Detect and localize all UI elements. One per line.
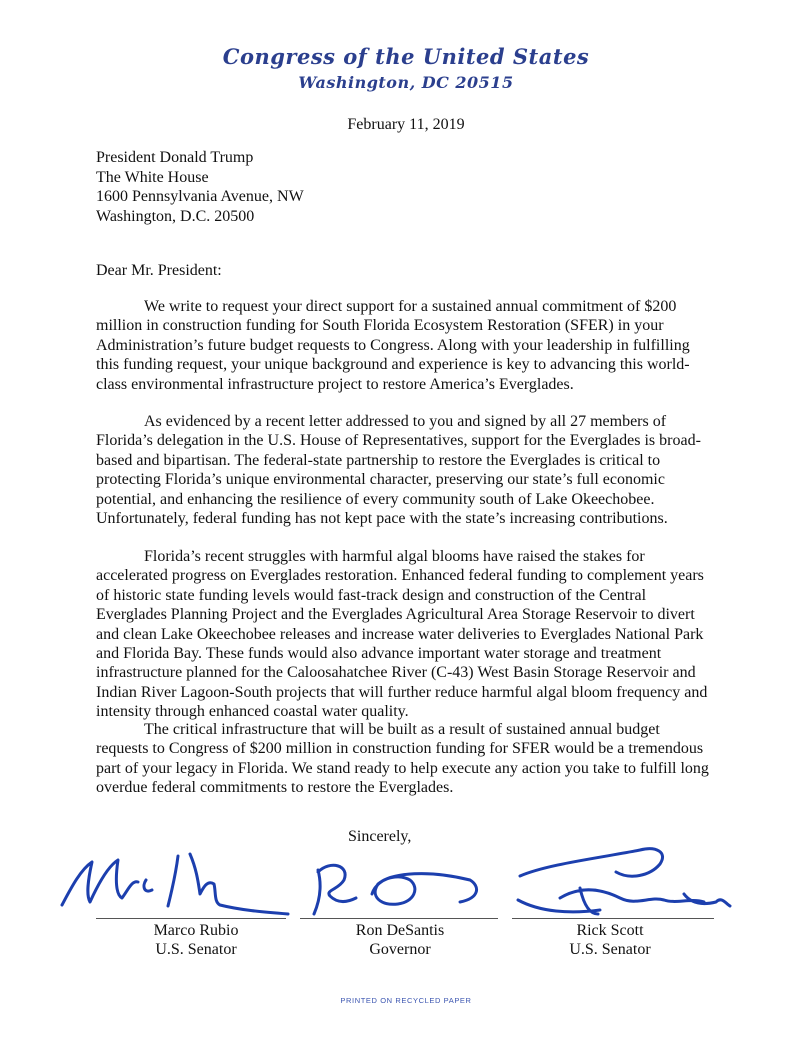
body-paragraph: Florida’s recent struggles with harmful algal blooms have raised the stakes for accelerated progress on Everglades restoration. Enhanced federal funding to complement years of historic state funding levels would fast-track design and construction of the Central Everglades Planning Project and the Everglades Agricultural Area Storage Reservoir to divert and clean Lake Okeechobee releases and increase water deliveries to Everglades National Park and Florida Bay. These funds would also advance important water storage and treatment infrastructure planned for the Caloosahatchee River (C-43) West Basin Storage Reservoir and Indian River Lagoon-South projects that will further reduce harmful algal bloom frequency and intensity through enhanced coastal water quality.	[96, 548, 708, 721]
body-paragraph: We write to request your direct support for a sustained annual commitment of $200 million in construction funding for South Florida Ecosystem Restoration (SFER) in your Administration’s future budget requests to Congress. Along with your leadership in fulfilling this funding request, your unique background and experience is key to advancing this world-class environmental infrastructure project to restore America’s Everglades.	[96, 298, 690, 393]
recycled-paper-footer: PRINTED ON RECYCLED PAPER	[340, 996, 472, 1005]
closing: Sincerely,	[348, 828, 412, 845]
signer-rubio	[108, 921, 284, 959]
letterhead-location: Washington, DC 20515	[298, 73, 514, 92]
recipient-organization: The White House	[96, 168, 209, 186]
recipient-city: Washington, D.C. 20500	[96, 207, 255, 225]
signature-line-rubio	[96, 918, 286, 919]
recipient-name: President Donald Trump	[96, 149, 254, 166]
signer-title: Governor	[369, 941, 431, 958]
signature-scott	[518, 849, 730, 914]
signature-line-scott	[512, 918, 714, 919]
letter-date: February 11, 2019	[347, 116, 465, 133]
signer-title: U.S. Senator	[569, 941, 651, 958]
signature-rubio	[62, 854, 288, 914]
signer-name: Marco Rubio	[153, 922, 239, 939]
salutation: Dear Mr. President:	[96, 262, 222, 279]
signatures-drawing	[0, 810, 812, 920]
body-paragraph: The critical infrastructure that will be built as a result of sustained annual budget requests to Congress of $200 million in construction funding for SFER would be a tremendous part of your legacy in Florida. We stand ready to help execute any action you take to fulfill long overdue federal commitments to restore the Everglades.	[96, 721, 709, 797]
signer-name: Ron DeSantis	[355, 922, 445, 939]
signer-scott	[522, 921, 698, 959]
recipient-street: 1600 Pennsylvania Avenue, NW	[96, 188, 304, 205]
signer-title: U.S. Senator	[155, 941, 237, 958]
signer-name: Rick Scott	[576, 922, 644, 939]
signature-line-desantis	[300, 918, 498, 919]
signer-desantis	[312, 921, 488, 959]
signature-desantis	[314, 865, 477, 914]
letterhead-title: Congress of the United States	[222, 44, 590, 69]
body-paragraph: As evidenced by a recent letter addressed to you and signed by all 27 members of Florida’s delegation in the U.S. House of Representatives, support for the Everglades is broad-based and bipartisan. The federal-state partnership to restore the Everglades is critical to protecting Florida’s unique environmental character, preserving our state’s full economic potential, and enhancing the resilience of every community south of Lake Okeechobee. Unfortunately, federal funding has not kept pace with the state’s increasing contributions.	[96, 413, 701, 528]
recipient-address	[96, 148, 304, 226]
